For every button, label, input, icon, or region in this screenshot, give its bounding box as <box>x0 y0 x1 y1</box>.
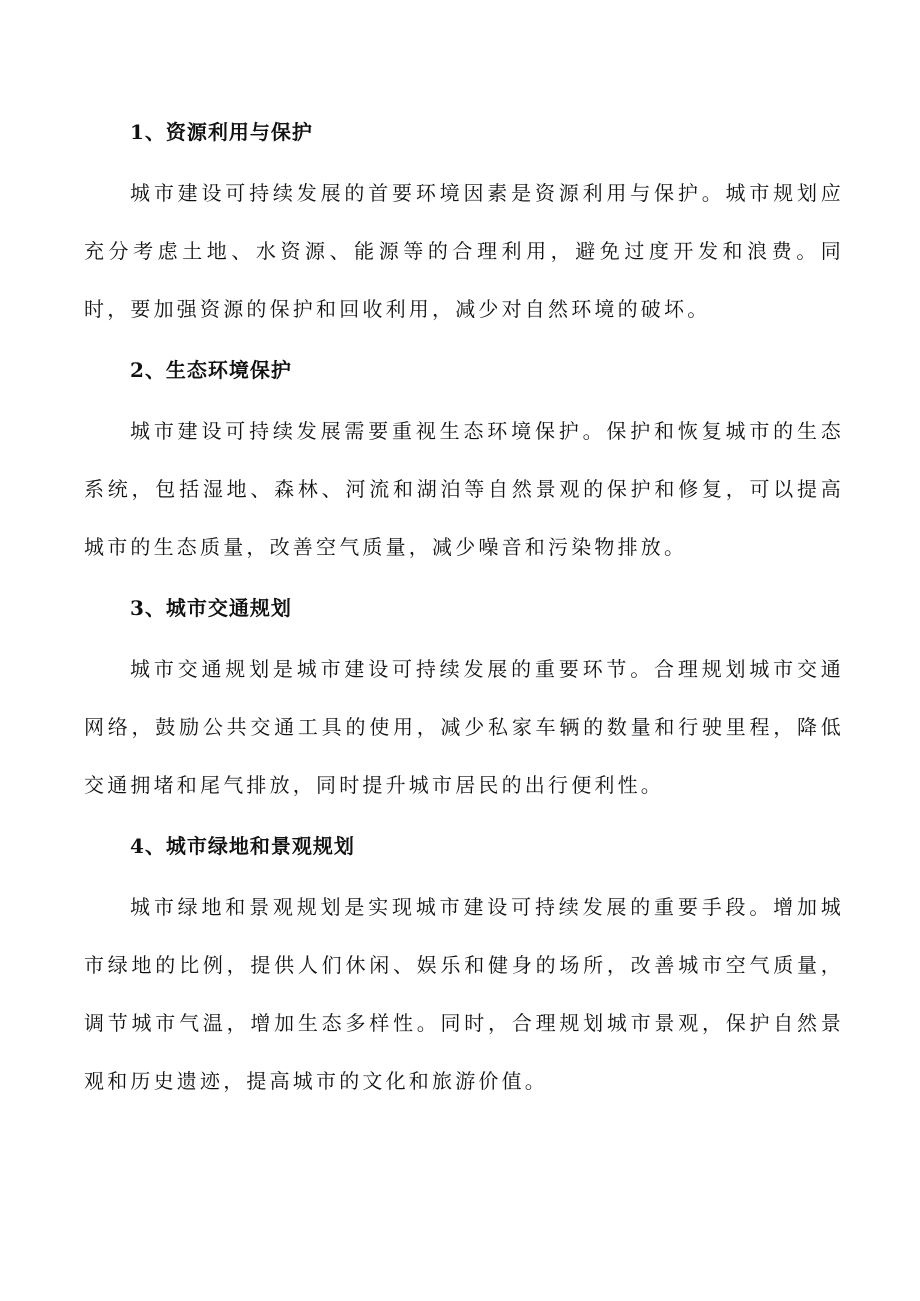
section-traffic-planning <box>84 582 844 814</box>
section-paragraph: 城市绿地和景观规划是实现城市建设可持续发展的重要手段。增加城市绿地的比例，提供人们休闲、娱乐和健身的场所，改善城市空气质量，调节城市气温，增加生态多样性。同时，合理规划城市景观，保护自然景观和历史遗迹，提高城市的文化和旅游价值。 <box>84 895 844 1093</box>
section-ecology-protection <box>84 344 844 576</box>
section-paragraph: 城市建设可持续发展的首要环境因素是资源利用与保护。城市规划应充分考虑土地、水资源、能源等的合理利用，避免过度开发和浪费。同时，要加强资源的保护和回收利用，减少对自然环境的破坏。 <box>84 181 844 321</box>
document-page <box>84 106 844 1110</box>
section-paragraph: 城市建设可持续发展需要重视生态环境保护。保护和恢复城市的生态系统，包括湿地、森林、河流和湖泊等自然景观的保护和修复，可以提高城市的生态质量，改善空气质量，减少噪音和污染物排放。 <box>84 419 844 559</box>
section-heading: 4、城市绿地和景观规划 <box>130 834 355 858</box>
section-greenspace-planning <box>84 820 844 1110</box>
section-paragraph: 城市交通规划是城市建设可持续发展的重要环节。合理规划城市交通网络，鼓励公共交通工具的使用，减少私家车辆的数量和行驶里程，降低交通拥堵和尾气排放，同时提升城市居民的出行便利性。 <box>84 657 844 797</box>
section-heading: 2、生态环境保护 <box>130 358 292 382</box>
section-heading: 3、城市交通规划 <box>130 596 292 620</box>
section-heading: 1、资源利用与保护 <box>130 120 313 144</box>
section-resource-protection <box>84 106 844 338</box>
